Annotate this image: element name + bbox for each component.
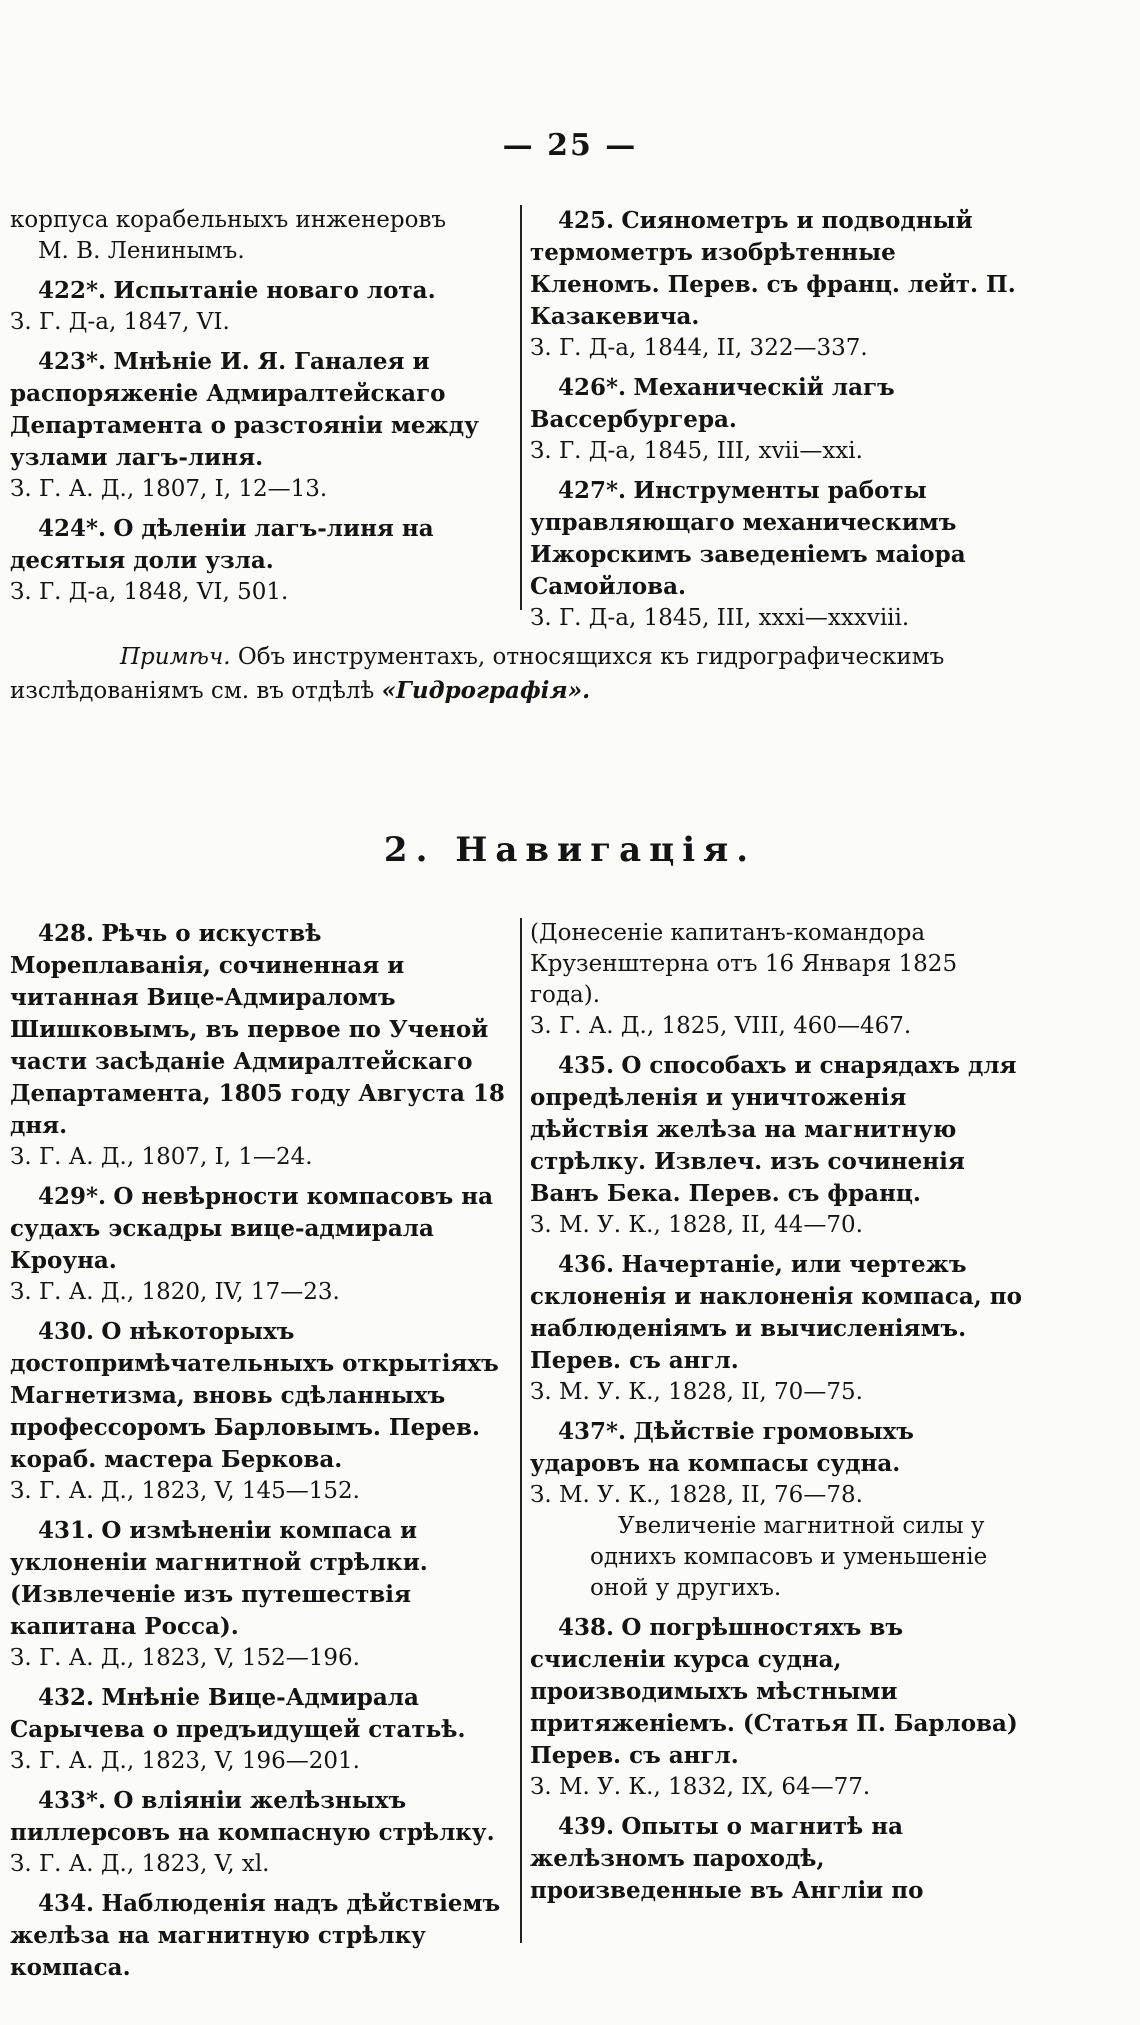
bibliography-entry <box>10 346 515 505</box>
entry-number: 439. <box>558 1813 615 1840</box>
entry-reference: З. Г. Д-а, 1848, VI, 501. <box>10 579 289 605</box>
entry-number: 423*. <box>38 348 107 375</box>
entry-title-line <box>10 275 515 307</box>
bibliography-entry <box>10 513 515 608</box>
bibliography-entry <box>530 1249 1030 1408</box>
entry-reference: З. Г. А. Д., 1823, V, xl. <box>10 1851 270 1877</box>
bibliography-entry <box>10 1888 515 1984</box>
bibliography-entry <box>10 1316 515 1507</box>
bibliography-entry <box>530 1416 1030 1604</box>
entry-number: 437*. <box>558 1418 627 1445</box>
column-divider-top <box>520 205 522 610</box>
entry-title: Мнѣніе И. Я. Ганалея и распоряженіе Адмиралтейскаго Департамента о разстояніи между узлами лагъ-линя. <box>10 348 479 471</box>
entry-title-line <box>530 1416 1030 1480</box>
entry-number: 427*. <box>558 477 627 504</box>
column-divider-bottom <box>520 918 522 1943</box>
entry-reference: З. М. У. К., 1828, II, 70—75. <box>530 1379 863 1405</box>
top-left-column <box>10 205 515 616</box>
bibliography-entry <box>530 1050 1030 1241</box>
entry-number: 434. <box>38 1890 95 1917</box>
entry-reference: З. Г. Д-а, 1847, VI. <box>10 309 230 335</box>
entry-number: 429*. <box>38 1183 107 1210</box>
section-heading: 2. Навигація. <box>383 830 757 870</box>
entry-continuation-line: корпуса корабельныхъ инженеровъ <box>10 207 447 233</box>
entry-title-line <box>10 1888 515 1984</box>
entry-title: О измѣненіи компаса и уклоненіи магнитной стрѣлки. (Извлеченіе изъ путешествія капитана Росса). <box>10 1517 428 1640</box>
entry-title: Инструменты работы управляющаго механическимъ Ижорскимъ заведеніемъ маіора Самойлова. <box>530 477 966 600</box>
entry-title-line <box>10 1316 515 1476</box>
entry-reference: З. Г. А. Д., 1823, V, 152—196. <box>10 1645 360 1671</box>
top-right-column <box>530 205 1030 642</box>
note-section-ref: «Гидрографія». <box>381 677 591 704</box>
entry-continuation-line: М. В. Ленинымъ. <box>38 238 245 264</box>
entry-continuation-line: (Донесеніе капитанъ-командора Крузенштерна отъ 16 Января 1825 года). <box>530 920 958 1008</box>
bibliography-entry <box>10 918 515 1173</box>
entry-reference: З. Г. А. Д., 1823, V, 145—152. <box>10 1478 360 1504</box>
entry-title-line <box>530 372 1030 436</box>
bibliography-entry <box>10 205 515 267</box>
entry-reference: З. Г. Д-а, 1845, III, xxxi—xxxviii. <box>530 605 910 631</box>
bibliography-entry <box>10 1515 515 1674</box>
bibliography-entry <box>10 1785 515 1880</box>
entry-subnote: Увеличеніе магнитной силы у однихъ компасовъ и уменьшеніе оной у другихъ. <box>590 1513 988 1601</box>
entry-title-line <box>530 1811 1030 1907</box>
entry-title: Опыты о магнитѣ на желѣзномъ пароходѣ, произведенные въ Англіи по <box>530 1813 924 1904</box>
entry-number: 432. <box>38 1684 95 1711</box>
entry-number: 433*. <box>38 1787 107 1814</box>
entry-reference: З. М. У. К., 1828, II, 76—78. <box>530 1482 863 1508</box>
entry-title: О дѣленіи лагъ-линя на десятыя доли узла. <box>10 515 434 574</box>
entry-reference: З. Г. А. Д., 1825, VIII, 460—467. <box>530 1013 912 1039</box>
note-text: Объ инструментахъ, относящихся къ гидрографическимъ изслѣдованіямъ см. въ отдѣлѣ <box>10 644 945 704</box>
note-label: Примѣч. <box>120 644 231 670</box>
entry-number: 426*. <box>558 374 627 401</box>
entry-title: Мнѣніе Вице-Адмирала Сарычева о предъидущей статьѣ. <box>10 1684 466 1743</box>
entry-title: О нѣкоторыхъ достопримѣчательныхъ открытіяхъ Магнетизма, вновь сдѣланныхъ профессоромъ Барловымъ. Перев. кораб. мастера Беркова. <box>10 1318 499 1473</box>
entry-number: 422*. <box>38 277 107 304</box>
entry-title-line <box>530 205 1030 333</box>
entry-title: О невѣрности компасовъ на судахъ эскадры вице-адмирала Кроуна. <box>10 1183 493 1274</box>
bottom-right-column <box>530 918 1030 1915</box>
entry-title-line <box>530 1050 1030 1210</box>
entry-title-line <box>10 1785 515 1849</box>
entry-number: 435. <box>558 1052 615 1079</box>
entry-title-line <box>530 475 1030 603</box>
bottom-left-column <box>10 918 515 1992</box>
entry-reference: З. Г. Д-а, 1845, III, xvii—xxi. <box>530 438 863 464</box>
entry-title: Испытаніе новаго лота. <box>113 277 436 304</box>
entry-title-line <box>10 513 515 577</box>
entry-title-line <box>10 1181 515 1277</box>
bibliography-entry <box>10 1181 515 1308</box>
bibliography-entry <box>530 475 1030 634</box>
entry-reference: З. Г. Д-а, 1844, II, 322—337. <box>530 335 868 361</box>
bibliography-entry <box>530 372 1030 467</box>
entry-reference: З. М. У. К., 1828, II, 44—70. <box>530 1212 863 1238</box>
entry-title-line <box>10 1515 515 1643</box>
entry-title: О способахъ и снарядахъ для опредѣленія и уничтоженія дѣйствія желѣза на магнитную стрѣлку. Извлеч. изъ сочиненія Ванъ Бека. Перев. съ франц. <box>530 1052 1017 1207</box>
entry-title-line <box>530 1612 1030 1772</box>
bibliography-entry <box>530 1811 1030 1907</box>
bibliography-entry <box>530 205 1030 364</box>
entry-reference: З. Г. А. Д., 1807, I, 1—24. <box>10 1144 313 1170</box>
bibliography-entry <box>10 1682 515 1777</box>
entry-title: Механическій лагъ Вассербургера. <box>530 374 895 433</box>
entry-reference: З. М. У. К., 1832, IX, 64—77. <box>530 1774 871 1800</box>
entry-number: 436. <box>558 1251 615 1278</box>
entry-title: Наблюденія надъ дѣйствіемъ желѣза на магнитную стрѣлку компаса. <box>10 1890 501 1981</box>
entry-reference: З. Г. А. Д., 1823, V, 196—201. <box>10 1748 360 1774</box>
entry-title: О вліяніи желѣзныхъ пиллерсовъ на компасную стрѣлку. <box>10 1787 495 1846</box>
bibliography-entry <box>530 918 1030 1042</box>
entry-number: 430. <box>38 1318 95 1345</box>
entry-number: 431. <box>38 1517 95 1544</box>
footnote <box>10 640 1030 708</box>
entry-number: 438. <box>558 1614 615 1641</box>
entry-title-line <box>10 1682 515 1746</box>
entry-title-line <box>530 1249 1030 1377</box>
entry-title-line <box>10 918 515 1142</box>
entry-number: 424*. <box>38 515 107 542</box>
page-number: — 25 — <box>502 128 638 163</box>
entry-title: Начертаніе, или чертежъ склоненія и наклоненія компаса, по наблюденіямъ и вычисленіямъ. Перев. съ англ. <box>530 1251 1022 1374</box>
entry-title: О погрѣшностяхъ въ счисленіи курса судна, производимыхъ мѣстными притяженіемъ. (Статья П. Барлова) Перев. съ англ. <box>530 1614 1018 1769</box>
entry-number: 425. <box>558 207 615 234</box>
entry-title: Сиянометръ и подводный термометръ изобрѣтенные Кленомъ. Перев. съ франц. лейт. П. Казакевича. <box>530 207 1016 330</box>
bibliography-entry <box>530 1612 1030 1803</box>
bibliography-entry <box>10 275 515 338</box>
entry-title: Дѣйствіе громовыхъ ударовъ на компасы судна. <box>530 1418 914 1477</box>
entry-title-line <box>10 346 515 474</box>
entry-reference: З. Г. А. Д., 1807, I, 12—13. <box>10 476 328 502</box>
entry-reference: З. Г. А. Д., 1820, IV, 17—23. <box>10 1279 340 1305</box>
entry-number: 428. <box>38 920 95 947</box>
entry-title: Рѣчь о искуствѣ Мореплаванія, сочиненная и читанная Вице-Адмираломъ Шишковымъ, въ первое по Ученой части засѣданіе Адмиралтейскаго Департамента, 1805 году Августа 18 дня. <box>10 920 505 1139</box>
